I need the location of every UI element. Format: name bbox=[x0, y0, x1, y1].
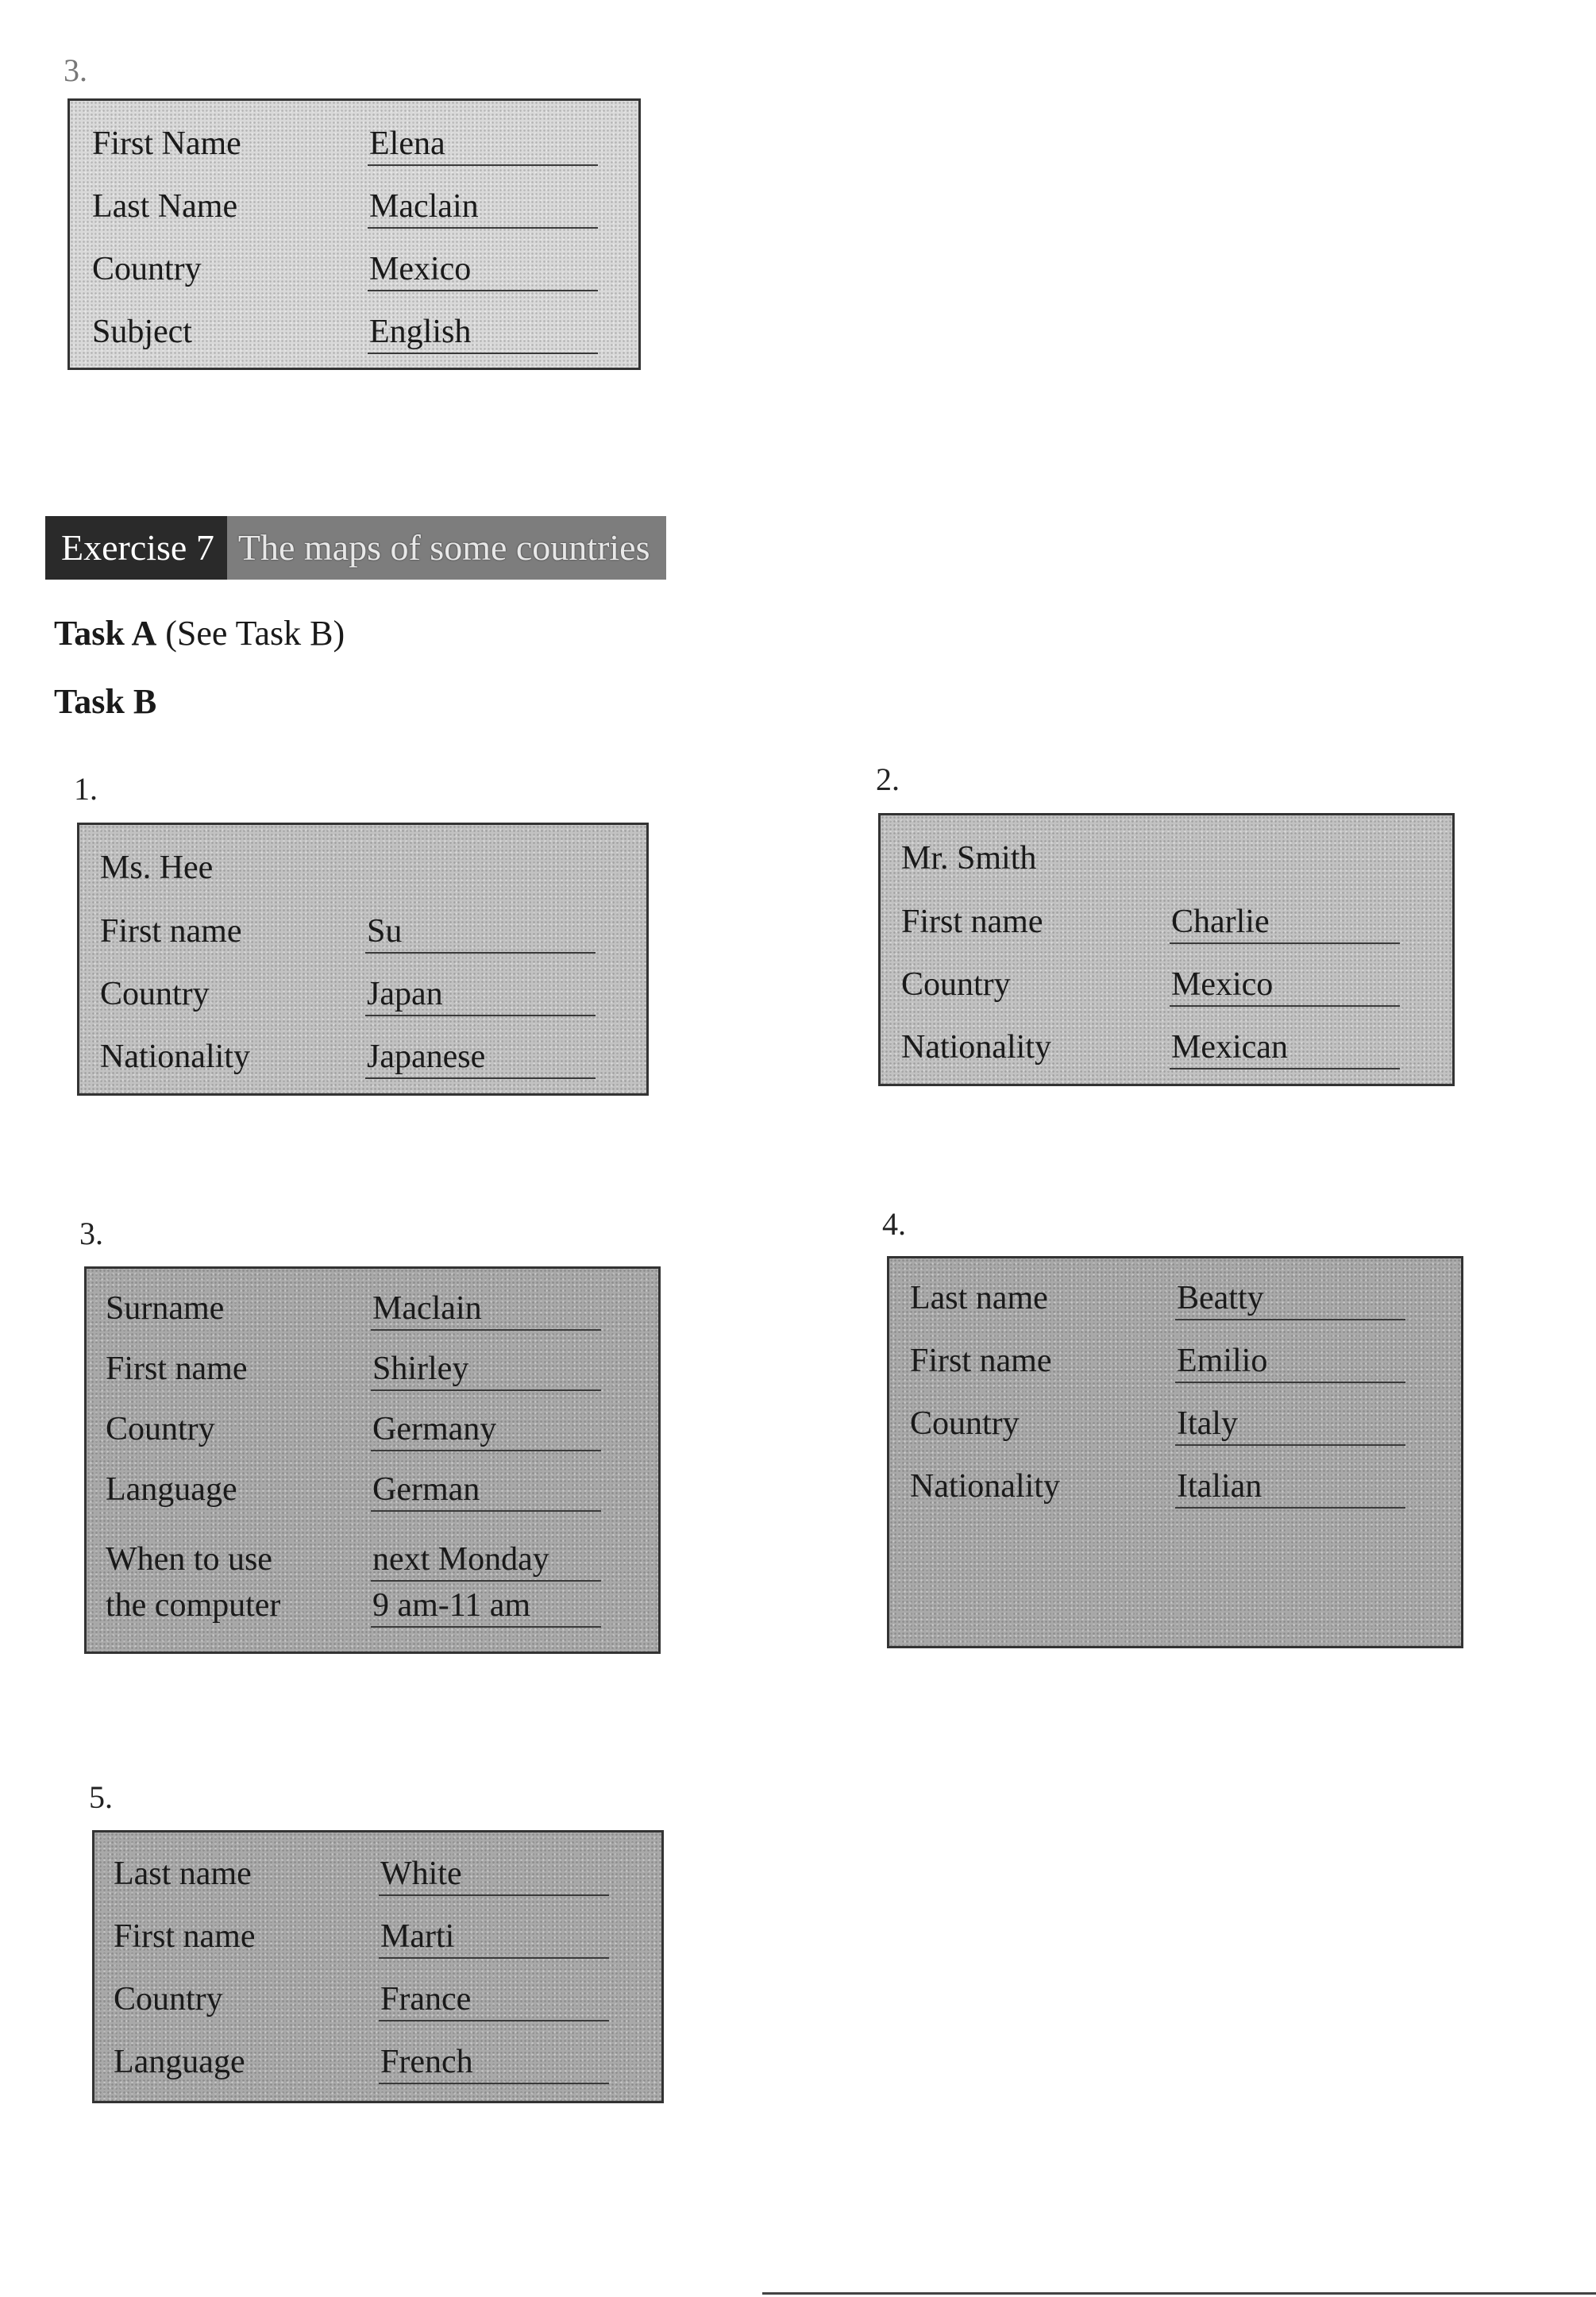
answer-line bbox=[368, 353, 598, 354]
card-row bbox=[889, 1337, 1461, 1385]
exercise-number: Exercise 7 bbox=[45, 516, 227, 580]
row-label: First name bbox=[100, 913, 242, 950]
exercise-banner bbox=[45, 516, 666, 580]
answer-line bbox=[1175, 1382, 1405, 1383]
card-row bbox=[94, 1975, 661, 2023]
card-row bbox=[70, 120, 638, 168]
task-b-heading bbox=[54, 681, 156, 722]
answer-line bbox=[1175, 1319, 1405, 1320]
row-value: English bbox=[369, 314, 472, 350]
row-value: Maclain bbox=[372, 1290, 482, 1327]
answer-line bbox=[371, 1450, 601, 1451]
row-value: Charlie bbox=[1171, 904, 1270, 940]
row-label: Surname bbox=[106, 1290, 225, 1327]
card-row bbox=[87, 1536, 658, 1583]
row-value: Italian bbox=[1177, 1468, 1263, 1505]
row-value: Mexico bbox=[369, 251, 472, 287]
row-value: Japanese bbox=[367, 1039, 486, 1075]
item-number: 3. bbox=[64, 52, 87, 88]
answer-line bbox=[1170, 1068, 1400, 1069]
row-value: Elena bbox=[369, 125, 445, 162]
row-value: Emilio bbox=[1177, 1343, 1268, 1379]
card-row bbox=[87, 1345, 658, 1393]
answer-line bbox=[368, 164, 598, 166]
row-value: White bbox=[380, 1856, 462, 1892]
row-value: Su bbox=[367, 913, 403, 950]
answer-line bbox=[379, 2083, 609, 2084]
row-label: Language bbox=[106, 1471, 237, 1508]
task-b-label: Task B bbox=[54, 682, 157, 721]
row-label: Country bbox=[106, 1411, 215, 1447]
row-label: the computer bbox=[106, 1587, 281, 1624]
answer-line bbox=[368, 227, 598, 229]
row-value: Mexico bbox=[1171, 966, 1274, 1003]
answer-line bbox=[371, 1329, 601, 1331]
answer-line bbox=[379, 1957, 609, 1959]
answer-line bbox=[371, 1626, 601, 1628]
row-value: France bbox=[380, 1981, 472, 2018]
info-card-5 bbox=[92, 1830, 664, 2103]
card-row bbox=[87, 1582, 658, 1629]
card-title: Mr. Smith bbox=[901, 840, 1037, 877]
card-row bbox=[889, 1463, 1461, 1510]
task-a-heading bbox=[54, 613, 345, 653]
card-row bbox=[70, 245, 638, 293]
row-value: Germany bbox=[372, 1411, 497, 1447]
row-label: Country bbox=[901, 966, 1011, 1003]
row-value: Marti bbox=[380, 1918, 455, 1955]
exercise-title: The maps of some countries bbox=[227, 516, 666, 580]
card-row bbox=[94, 1850, 661, 1898]
row-value: 9 am-11 am bbox=[372, 1587, 531, 1624]
row-label: Country bbox=[114, 1981, 223, 2018]
answer-line bbox=[365, 1015, 596, 1016]
row-label: First name bbox=[114, 1918, 256, 1955]
info-card-4 bbox=[887, 1256, 1463, 1648]
row-value: Mexican bbox=[1171, 1029, 1288, 1066]
info-card-elena bbox=[67, 98, 641, 370]
row-value: Maclain bbox=[369, 188, 479, 225]
card-row bbox=[94, 2038, 661, 2086]
item-number: 4. bbox=[882, 1206, 906, 1242]
item-number: 1. bbox=[74, 771, 98, 807]
row-label: Country bbox=[910, 1405, 1020, 1442]
row-value: Shirley bbox=[372, 1351, 469, 1387]
page-bottom-rule bbox=[762, 2292, 1596, 2295]
answer-line bbox=[379, 1894, 609, 1896]
row-label: Nationality bbox=[100, 1039, 250, 1075]
card-row bbox=[87, 1405, 658, 1453]
card-row bbox=[70, 183, 638, 230]
row-value: next Monday bbox=[372, 1541, 549, 1578]
row-label: Nationality bbox=[910, 1468, 1060, 1505]
row-label: First name bbox=[106, 1351, 248, 1387]
row-label: Last name bbox=[114, 1856, 252, 1892]
card-row bbox=[881, 898, 1452, 946]
row-label: Subject bbox=[92, 314, 192, 350]
info-card-3 bbox=[84, 1266, 661, 1654]
card-row bbox=[889, 1400, 1461, 1447]
row-label: First name bbox=[901, 904, 1043, 940]
card-title: Ms. Hee bbox=[100, 850, 214, 886]
card-row bbox=[87, 1466, 658, 1513]
info-card-2 bbox=[878, 813, 1455, 1086]
row-label: Country bbox=[92, 251, 202, 287]
row-label: Language bbox=[114, 2044, 245, 2080]
answer-line bbox=[1170, 942, 1400, 944]
row-value: French bbox=[380, 2044, 473, 2080]
card-row bbox=[881, 1023, 1452, 1071]
card-row bbox=[87, 1285, 658, 1332]
answer-line bbox=[365, 1077, 596, 1079]
card-row bbox=[94, 1913, 661, 1960]
row-value: Japan bbox=[367, 976, 443, 1012]
row-label: Last name bbox=[910, 1280, 1048, 1316]
row-label: First name bbox=[910, 1343, 1052, 1379]
answer-line bbox=[1170, 1005, 1400, 1007]
item-number: 3. bbox=[79, 1216, 103, 1251]
row-label: Country bbox=[100, 976, 210, 1012]
row-label: When to use bbox=[106, 1541, 272, 1578]
item-number: 5. bbox=[89, 1779, 113, 1815]
card-row bbox=[881, 961, 1452, 1008]
row-label: Nationality bbox=[901, 1029, 1051, 1066]
card-row bbox=[79, 1033, 646, 1081]
info-card-1 bbox=[77, 823, 649, 1096]
row-value: German bbox=[372, 1471, 480, 1508]
answer-line bbox=[371, 1510, 601, 1512]
card-row bbox=[79, 970, 646, 1018]
answer-line bbox=[368, 290, 598, 291]
row-value: Italy bbox=[1177, 1405, 1238, 1442]
answer-line bbox=[1175, 1444, 1405, 1446]
card-row bbox=[70, 308, 638, 356]
answer-line bbox=[371, 1389, 601, 1391]
task-a-label: Task A bbox=[54, 614, 157, 653]
card-row bbox=[889, 1274, 1461, 1322]
row-value: Beatty bbox=[1177, 1280, 1264, 1316]
row-label: Last Name bbox=[92, 188, 238, 225]
item-number: 2. bbox=[876, 761, 900, 797]
row-label: First Name bbox=[92, 125, 241, 162]
answer-line bbox=[365, 952, 596, 954]
card-row bbox=[79, 908, 646, 955]
answer-line bbox=[1175, 1507, 1405, 1509]
answer-line bbox=[379, 2020, 609, 2021]
task-a-note: (See Task B) bbox=[165, 614, 345, 653]
